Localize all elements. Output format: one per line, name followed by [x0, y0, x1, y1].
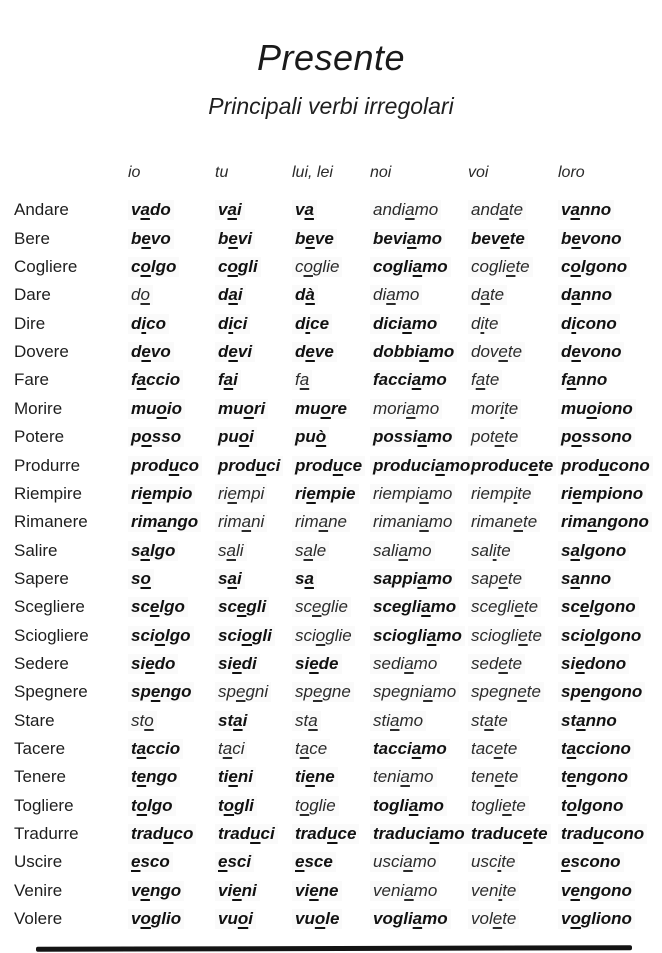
verb-form: va — [295, 200, 314, 220]
verb-form: spegni — [218, 682, 269, 702]
verb-form: muori — [218, 398, 266, 418]
verb-form: sciolgo — [131, 625, 191, 645]
verb-form: sciogliete — [471, 625, 542, 645]
verb-form: vengo — [131, 880, 182, 900]
verb-form: siede — [295, 653, 339, 673]
verb-form: riempiono — [561, 483, 644, 503]
infinitive-label: Rimanere — [14, 512, 88, 532]
infinitive-label: Uscire — [14, 852, 63, 872]
verb-form: deve — [295, 342, 334, 362]
verb-form: sciolgono — [561, 625, 642, 645]
verb-form: saliamo — [373, 540, 432, 560]
verb-form: scioglie — [295, 625, 352, 645]
table-row — [14, 310, 654, 338]
verb-form: togli — [218, 795, 254, 815]
verb-form: spegnete — [471, 682, 541, 702]
verb-form: produci — [218, 455, 281, 475]
verb-form: tacete — [471, 738, 518, 758]
verb-form: teniamo — [373, 767, 434, 787]
verb-form: sapete — [471, 568, 523, 588]
verb-form: devo — [131, 342, 171, 362]
verb-form: beve — [295, 228, 334, 248]
table-row — [14, 508, 654, 536]
verb-form: uscite — [471, 852, 516, 872]
verb-form: cogliamo — [373, 257, 448, 277]
verb-form: date — [471, 285, 505, 305]
verb-form: danno — [561, 285, 613, 305]
verb-form: muore — [295, 398, 347, 418]
infinitive-label: Sedere — [14, 653, 69, 673]
verb-form: scelgono — [561, 597, 636, 617]
pronoun-header: noi — [370, 164, 392, 182]
verb-form: dite — [471, 313, 499, 333]
table-row — [14, 395, 654, 423]
verb-form: vengono — [561, 880, 632, 900]
verb-form: scegliete — [471, 597, 539, 617]
pronoun-header: io — [128, 164, 141, 182]
verb-table — [0, 159, 662, 933]
verb-form: sappiamo — [373, 568, 453, 588]
infinitive-label: Produrre — [14, 455, 81, 475]
verb-form: dà — [295, 285, 315, 305]
verb-form: tace — [295, 738, 328, 758]
verb-form: moriamo — [373, 398, 440, 418]
verb-form: produco — [131, 455, 200, 475]
infinitive-label: Dovere — [14, 342, 69, 362]
verb-form: rimangono — [561, 512, 649, 532]
infinitive-label: Fare — [14, 370, 49, 390]
verb-form: traducono — [561, 823, 645, 843]
infinitive-label: Togliere — [14, 795, 74, 815]
verb-form: traduci — [218, 823, 275, 843]
verb-form: stiamo — [373, 710, 424, 730]
verb-form: salgo — [131, 540, 176, 560]
verb-form: fai — [218, 370, 238, 390]
table-row — [14, 763, 654, 791]
infinitive-label: Spegnere — [14, 682, 88, 702]
verb-form: vanno — [561, 200, 612, 220]
verb-form: sali — [218, 540, 244, 560]
verb-form: tiene — [295, 767, 335, 787]
verb-form: toglie — [295, 795, 336, 815]
table-row — [14, 848, 654, 876]
table-row — [14, 565, 654, 593]
verb-form: tacciono — [561, 738, 631, 758]
infinitive-label: Dare — [14, 285, 51, 305]
verb-form: fa — [295, 370, 310, 390]
infinitive-label: Andare — [14, 200, 69, 220]
verb-form: riempi — [218, 483, 265, 503]
verb-form: sedete — [471, 653, 523, 673]
verb-form: so — [131, 568, 151, 588]
verb-form: producete — [471, 455, 554, 475]
verb-form: salgono — [561, 540, 627, 560]
table-row — [14, 338, 654, 366]
infinitive-label: Sciogliere — [14, 625, 89, 645]
verb-form: salite — [471, 540, 511, 560]
pronoun-header: tu — [215, 164, 229, 182]
verb-form: traduce — [295, 823, 357, 843]
verb-form: rimaniamo — [373, 512, 453, 532]
table-row — [14, 678, 654, 706]
table-row — [14, 820, 654, 848]
verb-form: cogli — [218, 257, 258, 277]
verb-form: taci — [218, 738, 245, 758]
table-row — [14, 196, 654, 224]
verb-form: bevete — [471, 228, 525, 248]
verb-form: diamo — [373, 285, 420, 305]
verb-form: tolgo — [131, 795, 173, 815]
verb-form: posso — [131, 427, 182, 447]
table-row — [14, 650, 654, 678]
infinitive-label: Riempire — [14, 483, 83, 503]
verb-form: tolgono — [561, 795, 624, 815]
verb-form: spengo — [131, 682, 192, 702]
infinitive-label: Tradurre — [14, 823, 79, 843]
verb-form: dicono — [561, 313, 617, 333]
verb-form: dici — [218, 313, 248, 333]
verb-form: può — [295, 427, 327, 447]
verb-form: tieni — [218, 767, 253, 787]
verb-form: colgo — [131, 257, 177, 277]
verb-form: sa — [295, 568, 314, 588]
verb-form: vieni — [218, 880, 257, 900]
verb-form: faccio — [131, 370, 181, 390]
table-row — [14, 593, 654, 621]
verb-form: sanno — [561, 568, 612, 588]
table-row — [14, 451, 654, 479]
verb-form: scegliamo — [373, 597, 457, 617]
infinitive-label: Dire — [14, 313, 46, 333]
infinitive-label: Stare — [14, 710, 55, 730]
verb-form: tengono — [561, 767, 629, 787]
verb-form: spegne — [295, 682, 351, 702]
verb-form: bevo — [131, 228, 171, 248]
verb-form: rimango — [131, 512, 199, 532]
infinitive-label: Venire — [14, 880, 63, 900]
verb-form: andate — [471, 200, 524, 220]
verb-form: produce — [295, 455, 363, 475]
pronoun-header: voi — [468, 164, 489, 182]
verb-form: puoi — [218, 427, 254, 447]
verb-form: devono — [561, 342, 622, 362]
verb-form: producono — [561, 455, 650, 475]
verb-form: sciogli — [218, 625, 272, 645]
verb-form: tacciamo — [373, 738, 447, 758]
verb-form: scelgo — [131, 597, 185, 617]
verb-form: dico — [131, 313, 166, 333]
verb-form: morite — [471, 398, 519, 418]
verb-form: rimane — [295, 512, 347, 532]
verb-form: sceglie — [295, 597, 348, 617]
verb-form: vogliamo — [373, 909, 448, 928]
infinitive-label: Morire — [14, 398, 63, 418]
verb-form: venite — [471, 880, 517, 900]
verb-form: voglio — [131, 909, 182, 928]
table-row — [14, 366, 654, 394]
verb-form: possiamo — [373, 427, 453, 447]
verb-form: produciamo — [373, 455, 471, 475]
page-subtitle: Principali verbi irregolari — [208, 92, 454, 119]
table-row — [14, 281, 654, 309]
table-row — [14, 735, 654, 763]
infinitive-label: Sapere — [14, 568, 69, 588]
verb-form: cogliete — [471, 257, 530, 277]
verb-form: riempiamo — [373, 483, 453, 503]
verb-form: tenete — [471, 767, 519, 787]
verb-form: colgono — [561, 257, 628, 277]
infinitive-label: Cogliere — [14, 257, 78, 277]
verb-form: spengono — [561, 682, 643, 702]
verb-form: sta — [295, 710, 318, 730]
verb-form: dice — [295, 313, 330, 333]
verb-form: siedono — [561, 653, 627, 673]
verb-form: bevi — [218, 228, 253, 248]
verb-form: possono — [561, 427, 632, 447]
verb-form: traducete — [471, 823, 548, 843]
verb-form: taccio — [131, 738, 181, 758]
verb-form: bevono — [561, 228, 622, 248]
verb-form: vuole — [295, 909, 340, 928]
verb-form: vuoi — [218, 909, 253, 928]
table-row — [14, 791, 654, 819]
scan-edge-artifact — [36, 945, 632, 952]
page-title: Presente — [256, 37, 406, 78]
verb-form: sciogliamo — [373, 625, 462, 645]
table-row — [14, 536, 654, 564]
table-row — [14, 876, 654, 904]
verb-form: togliete — [471, 795, 526, 815]
infinitive-label: Potere — [14, 427, 65, 447]
verb-form: muoio — [131, 398, 182, 418]
verb-form: escono — [561, 852, 621, 872]
verb-form: esce — [295, 852, 333, 872]
verb-form: esci — [218, 852, 252, 872]
verb-form: sai — [218, 568, 242, 588]
verb-form: traduciamo — [373, 823, 465, 843]
verb-form: riempie — [295, 483, 356, 503]
table-row — [14, 225, 654, 253]
verb-form: stanno — [561, 710, 617, 730]
table-row — [14, 480, 654, 508]
verb-form: scegli — [218, 597, 267, 617]
verb-form: fanno — [561, 370, 608, 390]
verb-form: rimani — [218, 512, 265, 532]
verb-form: dobbiamo — [373, 342, 455, 362]
verb-form: usciamo — [373, 852, 437, 872]
verb-form: coglie — [295, 257, 340, 277]
table-row — [14, 621, 654, 649]
verb-form: sale — [295, 540, 327, 560]
verb-form: volete — [471, 909, 517, 928]
verb-form: sediamo — [373, 653, 438, 673]
table-row — [14, 423, 654, 451]
verb-form: riempio — [131, 483, 193, 503]
table-row — [14, 253, 654, 281]
infinitive-label: Volere — [14, 909, 63, 928]
verb-form: facciamo — [373, 370, 447, 390]
pronoun-header-row — [14, 159, 654, 187]
verb-form: viene — [295, 880, 339, 900]
verb-form: rimanete — [471, 512, 538, 532]
verb-form: potete — [471, 427, 519, 447]
verb-form: vado — [131, 200, 171, 220]
verb-form: diciamo — [373, 313, 438, 333]
pronoun-header: lui, lei — [292, 164, 333, 182]
pronoun-header: loro — [558, 164, 585, 182]
infinitive-label: Scegliere — [14, 597, 85, 617]
verb-form: togliamo — [373, 795, 444, 815]
verb-form: fate — [471, 370, 500, 390]
verb-form: dovete — [471, 342, 523, 362]
infinitive-label: Tenere — [14, 767, 66, 787]
verb-form: tengo — [131, 767, 178, 787]
verb-form: state — [471, 710, 508, 730]
verb-form: traduco — [131, 823, 194, 843]
verb-form: devi — [218, 342, 253, 362]
verb-form: stai — [218, 710, 248, 730]
infinitive-label: Salire — [14, 540, 58, 560]
verb-form: riempite — [471, 483, 532, 503]
verb-form: andiamo — [373, 200, 439, 220]
verb-form: vai — [218, 200, 242, 220]
verb-form: muoiono — [561, 398, 633, 418]
verb-form: siedi — [218, 653, 257, 673]
table-row — [14, 905, 654, 933]
verb-form: beviamo — [373, 228, 442, 248]
verb-form: sto — [131, 710, 154, 730]
table-row — [14, 706, 654, 734]
infinitive-label: Bere — [14, 228, 50, 248]
verb-form: vogliono — [561, 909, 632, 928]
infinitive-label: Tacere — [14, 738, 66, 758]
verb-form: spegniamo — [373, 682, 457, 702]
verb-form: siedo — [131, 653, 176, 673]
verb-form: veniamo — [373, 880, 438, 900]
verb-form: do — [131, 285, 150, 305]
verb-form: esco — [131, 852, 170, 872]
verb-form: dai — [218, 285, 243, 305]
